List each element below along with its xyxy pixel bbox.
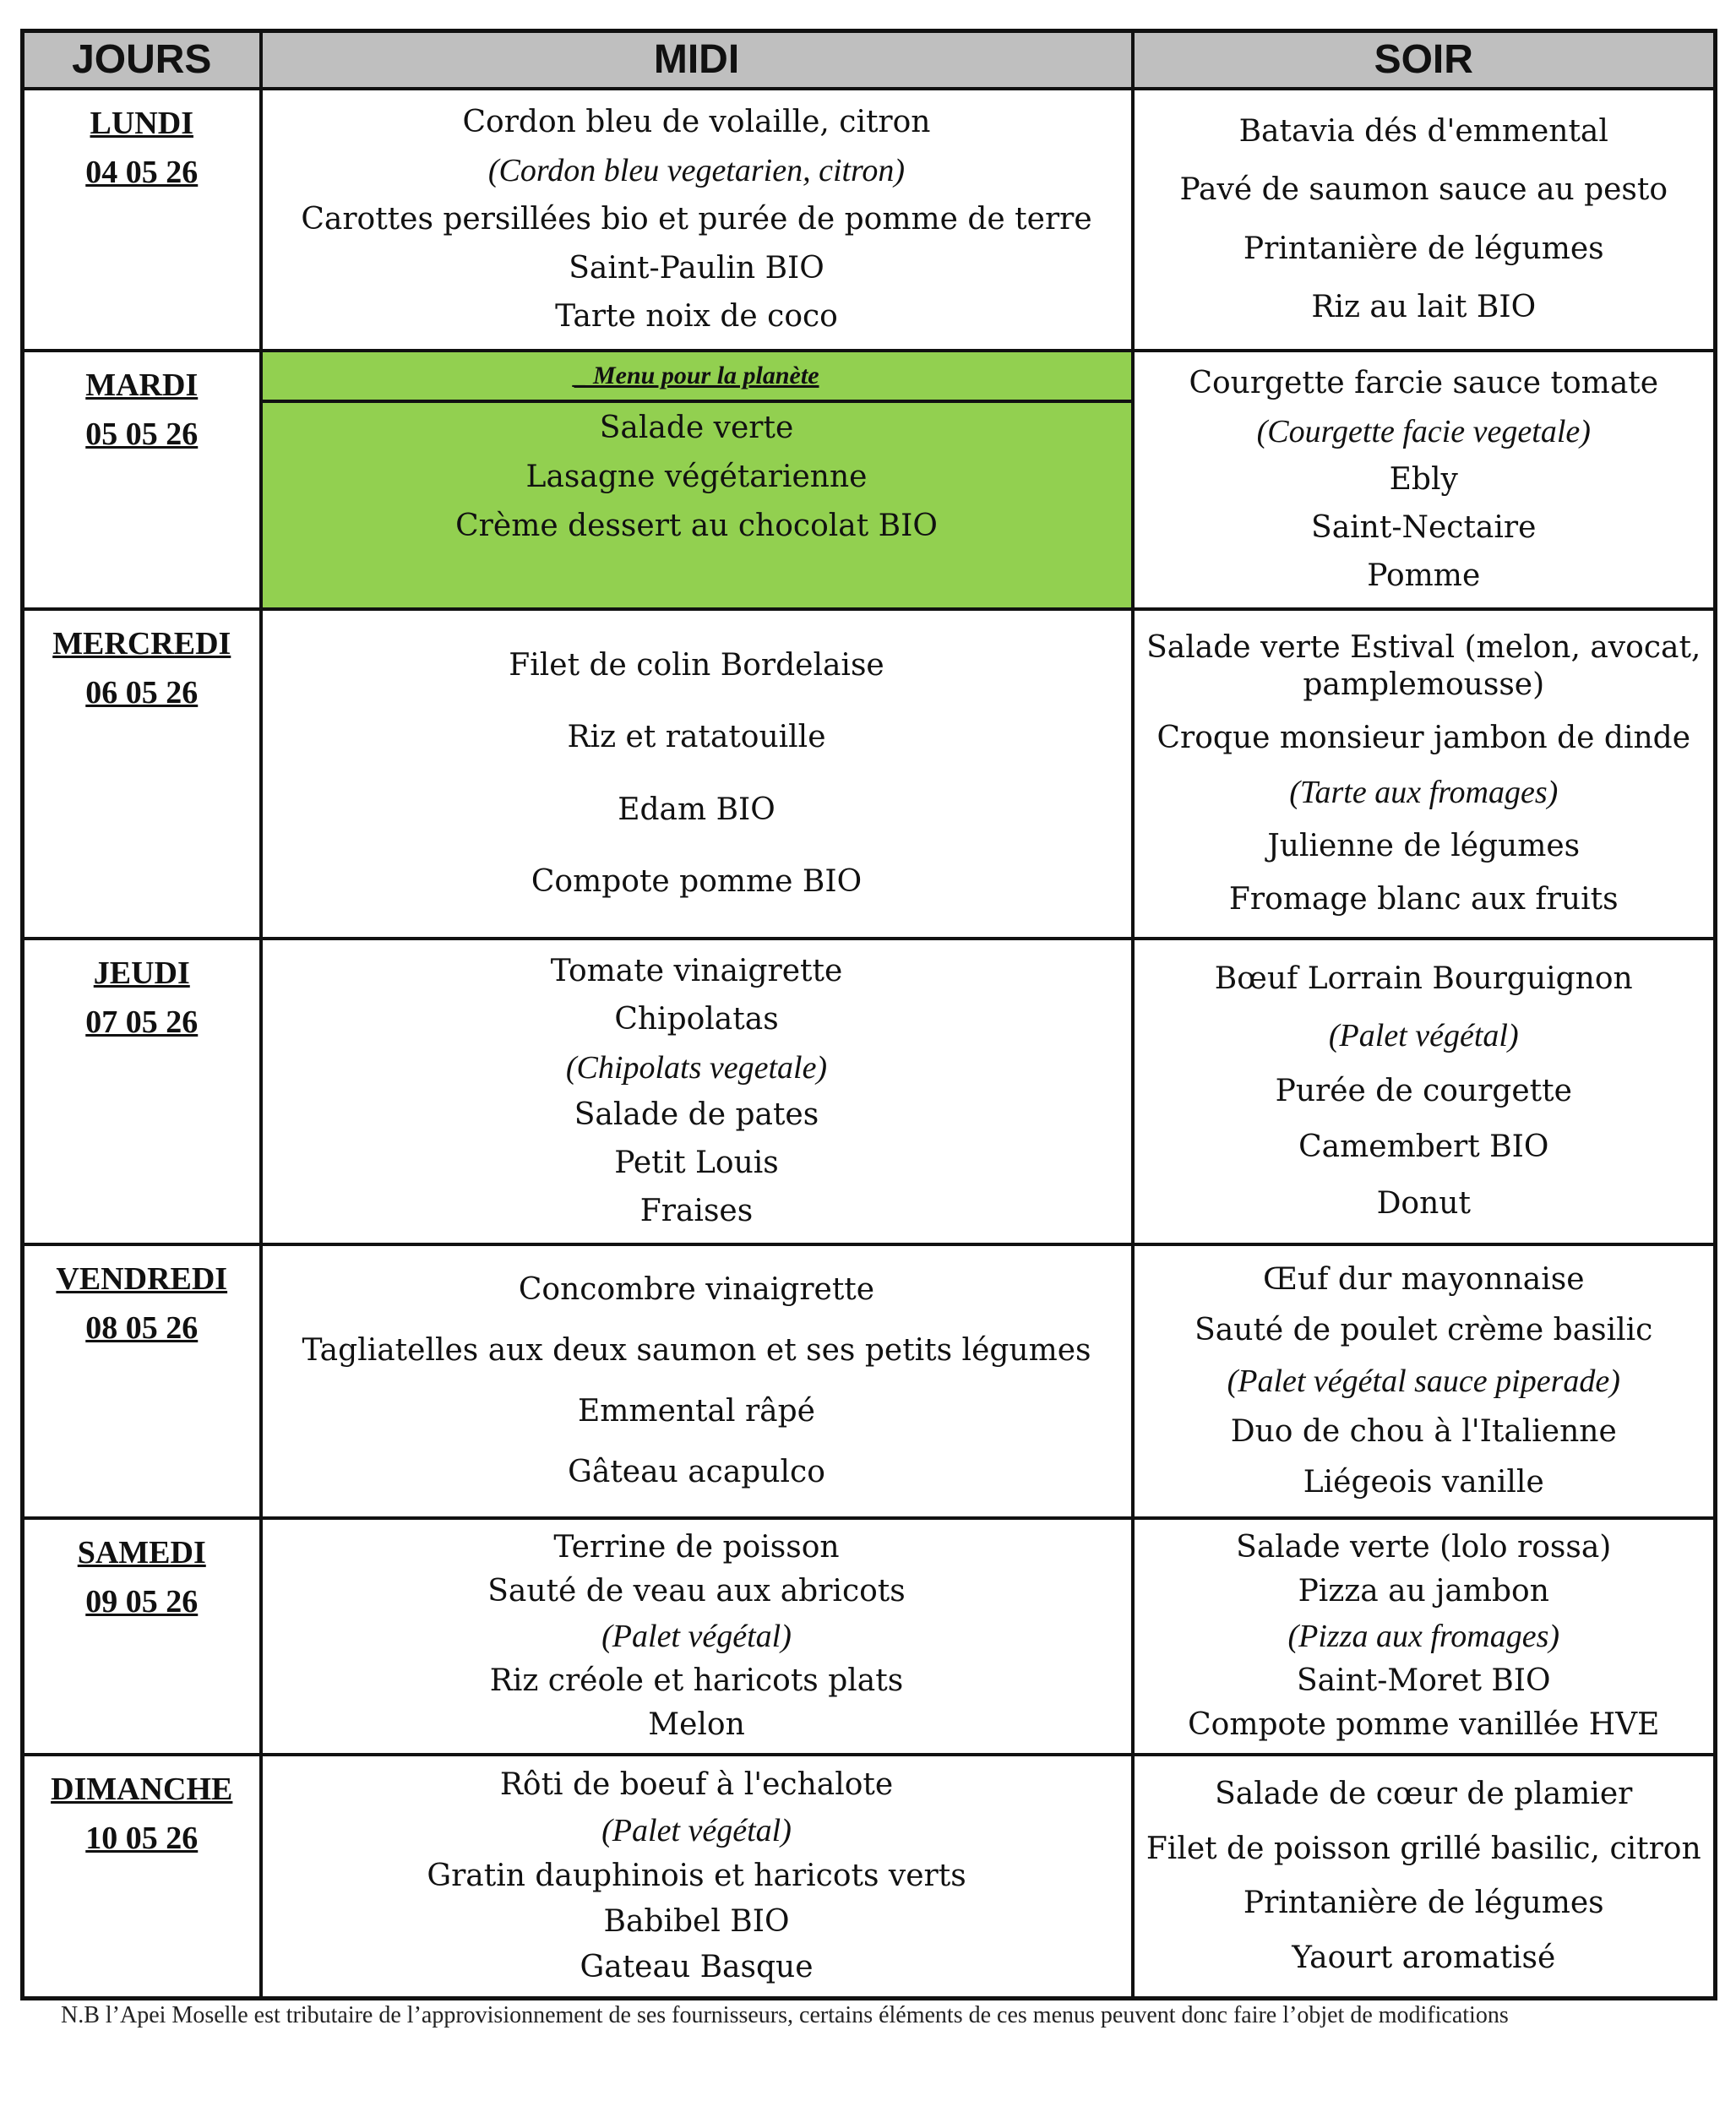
day-name: JEUDI: [93, 955, 190, 991]
dish: Riz et ratatouille: [567, 720, 826, 755]
dish: Filet de colin Bordelaise: [509, 648, 884, 683]
dish: Riz au lait BIO: [1311, 289, 1537, 324]
dish: Salade de pates: [574, 1097, 819, 1133]
dish: Tagliatelles aux deux saumon et ses petits légumes: [302, 1333, 1091, 1368]
day-cell: [23, 1518, 261, 1755]
dish: Gratin dauphinois et haricots verts: [427, 1859, 966, 1893]
dish: Sauté de poulet crème basilic: [1195, 1313, 1653, 1347]
dish: Filet de poisson grillé basilic, citron: [1146, 1831, 1701, 1866]
day-row-jeudi: [23, 939, 1716, 1244]
dish: Saint-Paulin BIO: [569, 250, 824, 286]
alternative-dish: (Tarte aux fromages): [1289, 774, 1559, 810]
midi-cell: [261, 351, 1133, 609]
day-cell: [23, 89, 261, 351]
midi-dishes: [263, 1246, 1131, 1516]
dish: Fraises: [639, 1194, 754, 1229]
alternative-dish: (Chipolats vegetale): [565, 1049, 828, 1086]
alternative-dish: (Cordon bleu vegetarien, citron): [487, 153, 906, 189]
soir-cell: [1133, 939, 1716, 1244]
midi-dishes: [263, 611, 1131, 937]
planet-menu-label: _ Menu pour la planète: [574, 362, 819, 389]
day-cell: [23, 939, 261, 1244]
dish: Salade de cœur de plamier: [1215, 1776, 1633, 1811]
soir-dishes: [1135, 1520, 1714, 1753]
day-cell: [23, 609, 261, 939]
dish: Compote pomme vanillée HVE: [1188, 1707, 1660, 1743]
dish: Courgette farcie sauce tomate: [1189, 366, 1659, 400]
dish: Carottes persillées bio et purée de pomme de terre: [301, 201, 1092, 237]
dish: Yaourt aromatisé: [1292, 1941, 1556, 1976]
footnote: N.B l’Apei Moselle est tributaire de l’approvisionnement de ses fournisseurs, certains éléments de ces menus peuvent donc faire l’objet de modifications: [61, 2002, 1509, 2028]
day-date: 07 05 26: [85, 1004, 199, 1040]
dish: Batavia dés d'emmental: [1238, 114, 1608, 150]
day-cell: [23, 1755, 261, 1999]
dish: Chipolatas: [614, 1001, 779, 1037]
soir-dishes: [1135, 90, 1714, 349]
day-row-samedi: [23, 1518, 1716, 1755]
dish: Babibel BIO: [603, 1904, 790, 1939]
dish: Melon: [648, 1707, 745, 1743]
dish: Edam BIO: [618, 792, 775, 827]
midi-cell: [261, 1755, 1133, 1999]
day-date: 04 05 26: [85, 155, 199, 190]
dish: Compote pomme BIO: [531, 863, 863, 899]
alternative-dish: (Palet végétal): [601, 1813, 792, 1848]
alternative-dish: (Palet végétal): [1328, 1017, 1519, 1053]
dish: Salade verte (lolo rossa): [1236, 1529, 1612, 1565]
day-name: MERCREDI: [52, 626, 231, 661]
planet-menu-block: [263, 352, 1131, 607]
dish: Gâteau acapulco: [568, 1455, 825, 1489]
soir-dishes: [1135, 940, 1714, 1243]
alternative-dish: (Palet végétal sauce piperade): [1227, 1364, 1620, 1399]
dish: Terrine de poisson: [553, 1529, 840, 1565]
day-row-mardi: [23, 351, 1716, 609]
day-cell: [23, 1244, 261, 1518]
midi-dishes: [263, 90, 1131, 349]
soir-cell: [1133, 351, 1716, 609]
soir-cell: [1133, 609, 1716, 939]
dish: Pavé de saumon sauce au pesto: [1179, 172, 1668, 208]
alternative-dish: (Courgette facie vegetale): [1256, 414, 1591, 449]
dish: Salade verte: [599, 411, 794, 445]
dish: Ebly: [1389, 462, 1458, 497]
header-row: [23, 31, 1716, 90]
midi-cell: [261, 89, 1133, 351]
alternative-dish: (Pizza aux fromages): [1287, 1618, 1560, 1654]
dish: Julienne de légumes: [1267, 828, 1581, 863]
dish: Tarte noix de coco: [555, 299, 838, 335]
day-cell: [23, 351, 261, 609]
dish: Donut: [1376, 1185, 1471, 1221]
day-date: 05 05 26: [85, 416, 199, 452]
day-date: 08 05 26: [85, 1310, 199, 1346]
dish: Crème dessert au chocolat BIO: [455, 509, 938, 543]
day-row-dimanche: [23, 1755, 1716, 1999]
dish: Duo de chou à l'Italienne: [1230, 1414, 1617, 1449]
soir-dishes: [1135, 1246, 1714, 1516]
dish: Pomme: [1367, 558, 1481, 593]
midi-dishes: [263, 940, 1131, 1243]
dish: Purée de courgette: [1275, 1073, 1572, 1108]
soir-cell: [1133, 1755, 1716, 1999]
day-row-vendredi: [23, 1244, 1716, 1518]
midi-cell: [261, 609, 1133, 939]
day-date: 06 05 26: [85, 675, 199, 710]
day-name: MARDI: [85, 367, 199, 403]
day-name: VENDREDI: [56, 1261, 228, 1297]
soir-cell: [1133, 1244, 1716, 1518]
midi-dishes: [263, 1756, 1131, 1996]
dish: Printanière de légumes: [1243, 1886, 1604, 1921]
soir-dishes: [1135, 1756, 1714, 1996]
dish: Petit Louis: [614, 1146, 779, 1181]
weekly-menu-table: [20, 29, 1717, 2000]
day-name: DIMANCHE: [51, 1772, 233, 1807]
midi-cell: [261, 1518, 1133, 1755]
dish: Fromage blanc aux fruits: [1228, 882, 1619, 917]
dish: Salade verte Estival (melon, avocat, pamplemousse): [1146, 629, 1701, 702]
soir-cell: [1133, 89, 1716, 351]
header-jours: JOURS: [23, 31, 261, 90]
dish: Rôti de boeuf à l'echalote: [499, 1767, 894, 1802]
alternative-dish: (Palet végétal): [601, 1618, 792, 1654]
midi-cell: [261, 1244, 1133, 1518]
dish: Sauté de veau aux abricots: [487, 1574, 906, 1609]
dish: Saint-Moret BIO: [1296, 1663, 1551, 1698]
dish: Saint-Nectaire: [1311, 510, 1537, 545]
dish: Liégeois vanille: [1303, 1465, 1544, 1500]
dish: Riz créole et haricots plats: [489, 1663, 904, 1698]
dish: Emmental râpé: [578, 1394, 815, 1429]
planet-menu-banner: [263, 352, 1131, 403]
header-midi: MIDI: [261, 31, 1133, 90]
day-date: 09 05 26: [85, 1584, 199, 1619]
soir-cell: [1133, 1518, 1716, 1755]
dish: Bœuf Lorrain Bourguignon: [1214, 961, 1633, 997]
dish: Camembert BIO: [1298, 1129, 1549, 1165]
day-name: SAMEDI: [77, 1535, 206, 1570]
midi-dishes: [263, 1520, 1131, 1753]
dish: Croque monsieur jambon de dinde: [1156, 721, 1691, 756]
dish: Lasagne végétarienne: [525, 460, 868, 494]
dish: Œuf dur mayonnaise: [1262, 1262, 1585, 1297]
dish: Gateau Basque: [580, 1950, 814, 1984]
soir-dishes: [1135, 352, 1714, 607]
day-date: 10 05 26: [85, 1821, 199, 1856]
soir-dishes: [1135, 611, 1714, 937]
dish: Concombre vinaigrette: [518, 1272, 875, 1307]
dish: Cordon bleu de volaille, citron: [462, 104, 931, 139]
midi-cell: [261, 939, 1133, 1244]
dish: Tomate vinaigrette: [550, 953, 843, 988]
header-soir: SOIR: [1133, 31, 1716, 90]
dish: Printanière de légumes: [1243, 231, 1604, 266]
day-row-lundi: [23, 89, 1716, 351]
day-name: LUNDI: [90, 106, 193, 141]
planet-menu-dishes: [263, 403, 1131, 607]
dish: Pizza au jambon: [1298, 1574, 1549, 1609]
day-row-mercredi: [23, 609, 1716, 939]
